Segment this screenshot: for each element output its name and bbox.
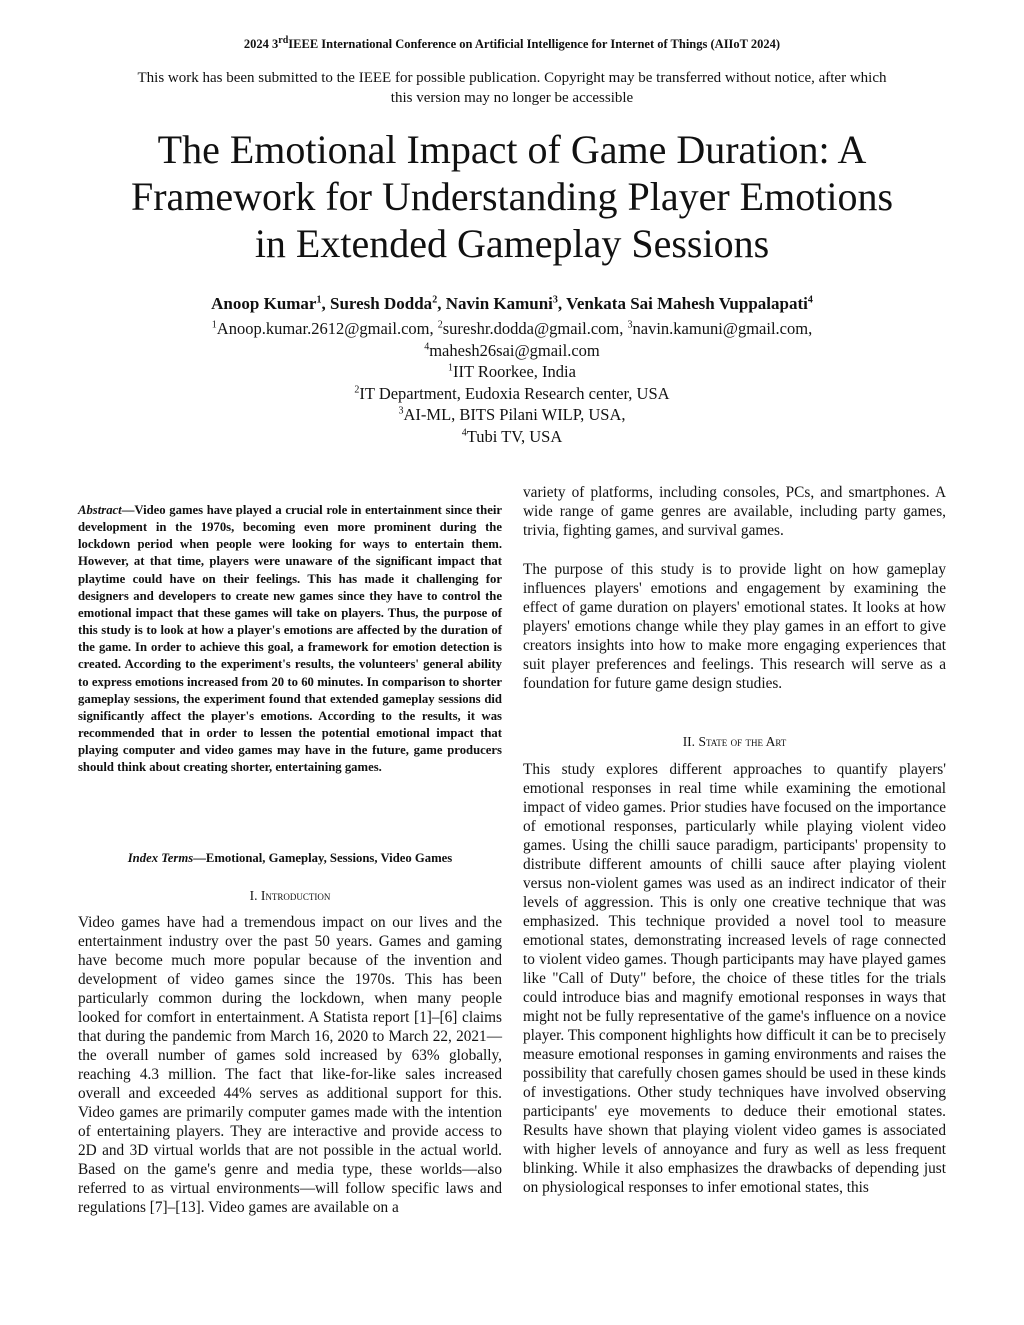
affiliation — [40, 404, 984, 426]
section-heading-state-of-the-art — [523, 734, 946, 750]
title-line-2: Framework for Understanding Player Emotions — [130, 174, 894, 219]
index-terms-text: Emotional, Gameplay, Sessions, Video Games — [205, 851, 453, 865]
author-name: Venkata Sai Mahesh Vuppalapati — [566, 294, 808, 313]
author-separator: , — [321, 294, 330, 313]
email-sup: 4 — [424, 341, 430, 353]
email-sup: 3 — [627, 319, 633, 331]
email-sup: 1 — [211, 319, 217, 331]
section-number: I. — [249, 888, 258, 903]
affiliation-text: IIT Roorkee, India — [453, 362, 576, 382]
author-email: mahesh26sai@gmail.com — [429, 340, 600, 360]
author-name: Anoop Kumar — [211, 294, 317, 313]
author-email: sureshr.dodda@gmail.com, — [442, 319, 628, 338]
conference-ordinal: rd — [278, 34, 289, 46]
section-number: II. — [682, 734, 696, 749]
introduction-paragraph — [78, 913, 502, 1217]
index-terms-label: Index Terms — [127, 851, 194, 865]
notice-line-1: This work has been submitted to the IEEE for possible publication. Copyright may be transferred without notice, after which — [137, 70, 887, 86]
notice-line-2: this version may no longer be accessible — [390, 90, 634, 106]
author-sup: 3 — [552, 294, 558, 306]
affiliation-sup: 1 — [448, 362, 454, 374]
author-affiliations — [40, 318, 984, 448]
email-sup: 2 — [437, 319, 443, 331]
author-separator: , — [437, 294, 446, 313]
title-line-1: The Emotional Impact of Game Duration: A — [157, 127, 867, 172]
index-terms-dash: — — [193, 851, 206, 865]
affiliation-text: AI-ML, BITS Pilani WILP, USA, — [403, 405, 626, 425]
abstract-label: Abstract — [78, 503, 122, 517]
state-of-the-art-paragraph — [523, 760, 946, 1197]
abstract — [78, 502, 502, 777]
paper-title — [60, 126, 964, 267]
author-separator: , — [557, 294, 567, 313]
email-line-2 — [40, 340, 984, 362]
affiliation-sup: 2 — [354, 384, 360, 396]
paragraph: variety of platforms, including consoles, PCs, and smartphones. A wide range of game genres are available, including party games, trivia, fighting games, and survival games. — [523, 484, 946, 539]
section-heading-introduction — [78, 888, 502, 904]
conference-name: IEEE International Conference on Artificial Intelligence for Internet of Things (AIIoT 2024) — [288, 37, 781, 51]
affiliation-text: IT Department, Eudoxia Research center, USA — [359, 383, 670, 403]
paragraph: This study explores different approaches to quantify players' emotional responses in real time while examining the emotional impact of video games. Prior studies have focused on the importance of emotional responses, particularly while playing violent video games. Using the chilli sauce paradigm, participants' propensity to distribute different amounts of chilli sauce after playing violent versus non-violent games was used as an indirect indicator of their levels of aggression. This is only one creative technique that was emphasized. This technique provided a novel tool to measure emotional states, demonstrating increased levels of rage connected to violent video games. Though participants may have played games like "Call of Duty" before, the choice of these titles for the trials could introduce bias and magnify emotional responses in ways that might not be fully representative of the game's influence on a novice player. This component highlights how difficult it can be to precisely measure emotional responses in gaming environments and raises the possibility that carefully chosen games should be used in these kinds of investigations. Other study techniques have involved observing participants' eye movements to deduce their emotional states. Results have shown that playing violent video games is associated with higher levels of annoyance and fury as well as less frequent blinking. While it also emphasizes the drawbacks of depending just on physiological responses to infer emotional states, this — [523, 761, 946, 1196]
author-name: Navin Kamuni — [445, 294, 553, 313]
introduction-continuation — [523, 483, 946, 540]
affiliation-sup: 4 — [461, 427, 467, 439]
author-sup: 4 — [807, 294, 813, 306]
index-terms — [78, 851, 502, 866]
paragraph: Video games have had a tremendous impact on our lives and the entertainment industry over the past 50 years. Games and gaming have become much more popular because of the invention and development of video games since the 1970s. This has been particularly common during the lockdown, when many people looked for comfort in entertainment. A Statista report [1]–[6] claims that during the pandemic from March 16, 2020 to March 22, 2021—the overall number of games sold increased by 63% globally, reaching 4.3 million. The fact that like-for-like sales increased overall and exceeded 44% serves as additional support for this. Video games are primarily computer games made with the intention of entertaining players. They are interactive and provide access to 2D and 3D virtual worlds that are not possible in the actual world. Based on the game's genre and media type, these worlds—also referred to as virtual environments—will follow specific laws and regulations [7]–[13]. Video games are available on a — [78, 914, 502, 1216]
author-list — [40, 294, 984, 314]
conference-year: 2024 3 — [243, 37, 279, 51]
affiliation — [40, 426, 984, 448]
abstract-dash: — — [121, 503, 135, 517]
title-line-3: in Extended Gameplay Sessions — [254, 221, 770, 266]
affiliation — [40, 361, 984, 383]
author-name: Suresh Dodda — [329, 294, 433, 313]
author-email: navin.kamuni@gmail.com, — [632, 319, 813, 338]
purpose-paragraph — [523, 560, 946, 693]
affiliation — [40, 383, 984, 405]
section-title: Introduction — [260, 888, 331, 903]
affiliation-text: Tubi TV, USA — [466, 426, 563, 446]
affiliation-sup: 3 — [398, 405, 404, 417]
section-title: State of the Art — [698, 734, 787, 749]
author-sup: 1 — [316, 294, 322, 306]
abstract-text: Video games have played a crucial role in entertainment since their development in the 1970s, becoming even more prominent during the lockdown period when people were looking for ways to entertain them. However, at that time, players were unaware of the significant impact that playtime could have on their feelings. This has made it challenging for designers and developers to create new games since they have to control the emotional impact that these games will take on players. Thus, the purpose of this study is to look at how a player's emotions are affected by the duration of the game. In order to achieve this goal, a framework for emotion detection is created. According to the experiment's results, the volunteers' general ability to express emotions increased from 20 to 60 minutes. In comparison to shorter gameplay sessions, the experiment found that extended gameplay sessions did significantly affect the player's emotions. According to the results, it was recommended that in order to lessen the potential emotional impact that playing computer and video games may have in the future, game producers should think about creating shorter, entertaining games. — [78, 503, 502, 775]
paragraph: The purpose of this study is to provide light on how gameplay influences players' emotions and engagement by examining the effect of game duration on players' emotional states. It looks at how players' emotions change while they play games in an effort to give creators insights into how to make more engaging experiences that suit player preferences and feelings. This research will serve as a foundation for future game design studies. — [523, 561, 946, 692]
conference-header — [0, 34, 1024, 52]
author-sup: 2 — [432, 294, 438, 306]
author-email: Anoop.kumar.2612@gmail.com, — [216, 319, 438, 338]
copyright-notice — [60, 68, 964, 108]
email-line-1 — [40, 318, 984, 340]
